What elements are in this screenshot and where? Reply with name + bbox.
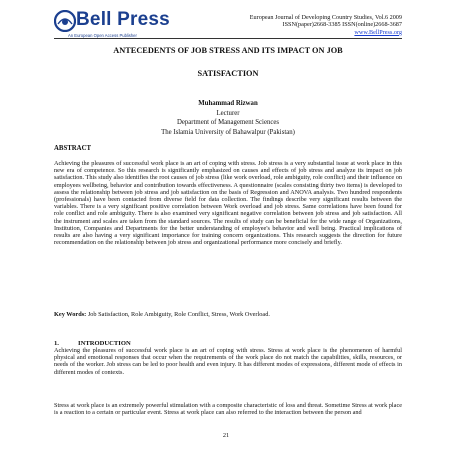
page-number: 21 — [222, 432, 230, 439]
publisher-logo — [54, 6, 204, 46]
paper-title-line1: ANTECEDENTS OF JOB STRESS AND ITS IMPACT ON JOB — [113, 46, 343, 55]
introduction-paragraph-2: Stress at work place is an extremely powerful stimulation with a composite characteristic of loss and threat. Sometime Stress at work place is a reaction to a certain or particular event. Stress at work place can also referred to the interaction between the person and — [54, 402, 402, 417]
abstract-text: Achieving the pleasures of successful work place is an art of coping with stress. Job stress is a very substantial issue at work place in this new era of competence. So this research is significantly emphasized on causes and effects of job stress and analyze its impact on job satisfaction. This study also identifies the root causes of job stress (like work overload, role ambiguity, role conflict) and their influence on employees wellbeing, behavior and contribution towards effectiveness. A questionnaire (scales consisting thirty two items) is developed to assess the relationship between job stress and job satisfaction on the basis of Regression and ANOVA analysis. Two hundred respondents (professionals) have been contacted from diverse field for data collection. The findings describe very significant results between the variables. There is a very significant positive correlation between Work overload and job stress. Same correlations have been found for role conflict and role ambiguity. There is also examined very significant negative correlation between job stress and job satisfaction. All the instrument and scales are taken from the standard sources. The results of study can be beneficial for the wide range of Organizations, Institution, Companies and Departments for the better understanding of employee's behavior and well being. Practical implications of results are also having a very significant importance for training concern organizations. This research suggests the direction for future recommendation on the relationship between job stress and organizational performance more concisely and briefly. — [54, 160, 402, 247]
author-position: Lecturer — [216, 109, 240, 117]
author-university: The Islamia University of Bahawalpur (Pakistan) — [161, 128, 295, 136]
paper-title — [54, 46, 402, 79]
paper-title-line2: SATISFACTION — [197, 69, 259, 78]
keywords-text: Job Satisfaction, Role Ambiguity, Role Conflict, Stress, Work Overload. — [86, 311, 270, 318]
journal-issn: ISSN(paper)2668-3385 ISSN(online)2668-3687 — [282, 21, 402, 29]
header-divider — [54, 38, 402, 39]
section-title: INTRODUCTION — [78, 340, 131, 347]
abstract-heading: ABSTRACT — [54, 145, 92, 152]
section-number: 1. — [54, 340, 59, 347]
introduction-paragraph-1: Achieving the pleasures of successful work place is an art of coping with stress. Stress at work place is the phenomenon of harmful physical and emotional responses that occur when the requirements of the work place do not match the capabilities, skills, resources, or needs of the worker. Job stress can be led to poor health and even injury. It has different modes of expressions, different mode of effects in different modes of contexts. — [54, 347, 402, 376]
journal-title: European Journal of Developing Country Studies, Vol.6 2009 — [249, 14, 402, 21]
publisher-tagline: An European Open Access Publisher — [68, 33, 137, 38]
journal-info — [250, 14, 402, 36]
journal-url-link[interactable]: www.BellPress.org — [354, 28, 402, 36]
author-name: Muhammad Rizwan — [198, 100, 258, 107]
bell-press-emblem-icon — [54, 10, 76, 32]
author-block — [54, 99, 402, 137]
author-department: Department of Management Sciences — [176, 119, 280, 127]
keywords-label: Key Words: — [54, 311, 87, 318]
publisher-name: Bell Press — [76, 9, 170, 30]
keywords — [54, 311, 402, 318]
section-heading-introduction — [54, 340, 131, 347]
